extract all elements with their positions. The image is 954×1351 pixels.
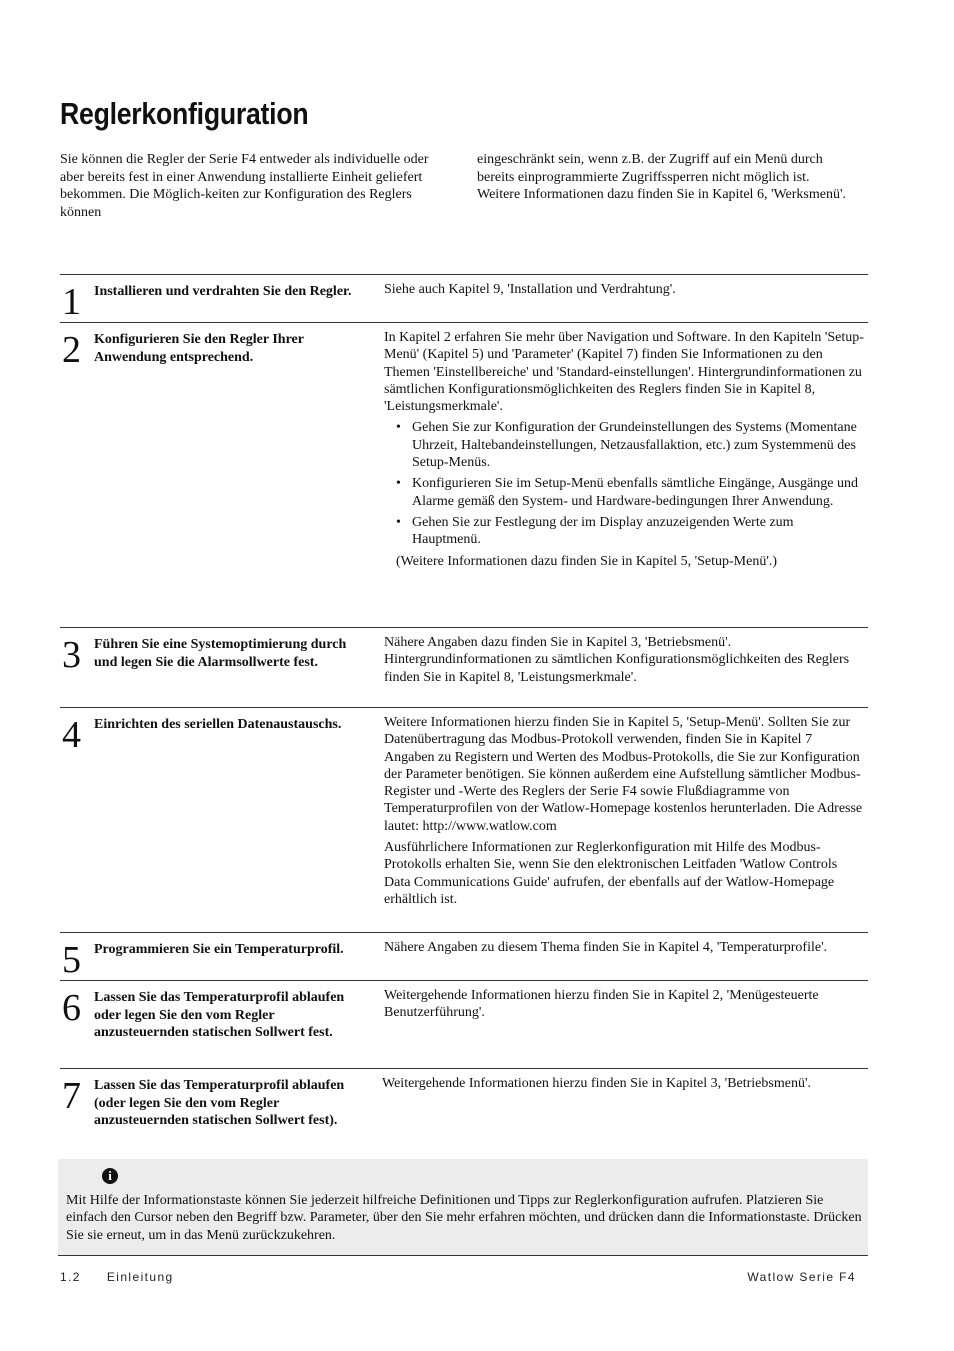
step-text: Weitergehende Informationen hierzu finden Sie in Kapitel 3, 'Betriebsmenü'. [382,1076,811,1091]
step-number: 6 [62,987,81,1029]
step-title: Installieren und verdrahten Sie den Regler. [94,284,352,299]
step-row [60,1068,868,1159]
list-item-text: Gehen Sie zur Konfiguration der Grundeinstellungen des Systems (Momentane Uhrzeit, Haltebandeinstellungen, Netzausfallaktion, etc.) zum Systemmenü des Setup-Menüs. [412,420,857,471]
step-text: Nähere Angaben dazu finden Sie in Kapitel 3, 'Betriebsmenü'. Hintergrundinformationen zu sämtlichen Konfigurationsmöglichkeiten des Reglers finden Sie in Kapitel 8, 'Leistungsmerkmale'. [384,635,850,685]
list-item [396,475,864,510]
page-number: 1.2 [60,1270,81,1284]
intro-left-column: Sie können die Regler der Serie F4 entweder als individuelle oder aber bereits fest in einer Anwendung installierte Einheit geliefert bekommen. Die Möglich-keiten zur Konfiguration des Reglers können [60,152,429,220]
list-item-text: Gehen Sie zur Festlegung der im Display anzuzeigenden Werte zum Hauptmenü. [412,514,794,548]
list-item-text: Konfigurieren Sie im Setup-Menü ebenfalls sämtliche Eingänge, Ausgänge und Alarme gemäß den System- und Hardware-bedingungen Ihrer Anwendung. [412,476,858,509]
step-title: Führen Sie eine Systemoptimierung durch und legen Sie die Alarmsollwerte fest. [94,637,347,670]
info-tip-box [58,1159,868,1255]
step-description [384,714,864,912]
list-item [396,514,864,549]
step-number: 5 [62,939,81,981]
step-text: Nähere Angaben zu diesem Thema finden Sie in Kapitel 4, 'Temperaturprofile'. [384,940,828,955]
section-name: Einleitung [106,1270,174,1284]
step-number: 7 [62,1075,81,1117]
step-text: Weitergehende Informationen hierzu finden Sie in Kapitel 2, 'Menügesteuerte Benutzerführung'. [384,988,819,1021]
step-row [60,322,868,628]
step-description [382,1075,862,1096]
info-tip-text: Mit Hilfe der Informationstaste können Sie jederzeit hilfreiche Definitionen und Tipps zur Reglerkonfiguration aufrufen. Platzieren Sie einfach den Cursor neben den Begriff bzw. Parameter, über den Sie mehr erfahren möchten, und drücken dann die Informationstaste. Drücken Sie sie erneut, um in das Menü zurückzukehren. [66,1193,862,1243]
step-text-continued: Ausführlichere Informationen zur Reglerkonfiguration mit Hilfe des Modbus-Protokolls erhalten Sie, wenn Sie den elektronischen Leitfaden 'Watlow Controls Data Communications Guide' aufrufen, der ebenfalls auf der Watlow-Homepage erhältlich ist. [384,840,838,907]
step-title: Konfigurieren Sie den Regler Ihrer Anwendung entsprechend. [94,332,304,365]
step-row [60,627,868,708]
bullet-list [384,419,864,548]
footer-product-name: Watlow Serie F4 [747,1270,856,1284]
step-text: In Kapitel 2 erfahren Sie mehr über Navigation und Software. In den Kapiteln 'Setup-Menü' (Kapitel 5) und 'Parameter' (Kapitel 7) finden Sie Informationen zu den Themen 'Einstellbereiche' und 'Standard-einstellungen'. Hintergrundinformationen zu sämtlichen Konfigurationsmöglichkeiten des Reglers finden Sie in Kapitel 8, 'Leistungsmerkmale'. [384,330,864,415]
step-number: 1 [62,281,81,323]
bullet-icon: • [396,514,401,530]
step-title: Lassen Sie das Temperaturprofil ablaufen (oder legen Sie den vom Regler anzusteuernden statischen Sollwert fest). [94,1078,345,1128]
info-icon: i [102,1168,118,1184]
step-description [384,939,864,960]
step-row [60,932,868,981]
step-description [384,634,864,690]
step-number: 4 [62,714,81,756]
footer-divider [58,1255,868,1256]
step-text: Weitere Informationen hierzu finden Sie in Kapitel 5, 'Setup-Menü'. Sollten Sie zur Datenübertragung das Modbus-Protokoll verwenden, finden Sie in Kapitel 7 Angaben zu Registern und Werten des Modbus-Protokolls, die Sie zur Konfiguration der Parameter benötigen. Sie können außerdem eine Aufstellung sämtlicher Modbus-Register und -Werte des Reglers der Serie F4 sowie Flußdiagramme von Temperaturprofilen von der Watlow-Homepage kostenlos herunterladen. Die Adresse lautet: http://www.watlow.com [384,715,863,834]
step-row [60,274,868,323]
intro-right-column: eingeschränkt sein, wenn z.B. der Zugriff auf ein Menü durch bereits einprogrammierte Zugriffssperren nicht möglich ist. Weitere Informationen dazu finden Sie in Kapitel 6, 'Werksmenü'. [477,152,847,202]
bullet-icon: • [396,420,401,436]
list-item [396,419,864,471]
step-title: Lassen Sie das Temperaturprofil ablaufen oder legen Sie den vom Regler anzusteuernden statischen Sollwert fest. [94,990,345,1040]
step-text: Siehe auch Kapitel 9, 'Installation und Verdrahtung'. [384,282,676,297]
page-title: Reglerkonfiguration [60,96,309,131]
step-description [384,987,864,1026]
step-title: Einrichten des seriellen Datenaustauschs. [94,717,342,732]
step-number: 2 [62,329,81,371]
step-number: 3 [62,634,81,676]
step-description [384,281,864,302]
step-description [384,329,864,570]
step-title: Programmieren Sie ein Temperaturprofil. [94,942,344,957]
step-row [60,707,868,933]
step-note: (Weitere Informationen dazu finden Sie in Kapitel 5, 'Setup-Menü'.) [396,553,778,569]
footer-left [60,1270,174,1284]
bullet-icon: • [396,476,401,492]
step-row [60,980,868,1069]
